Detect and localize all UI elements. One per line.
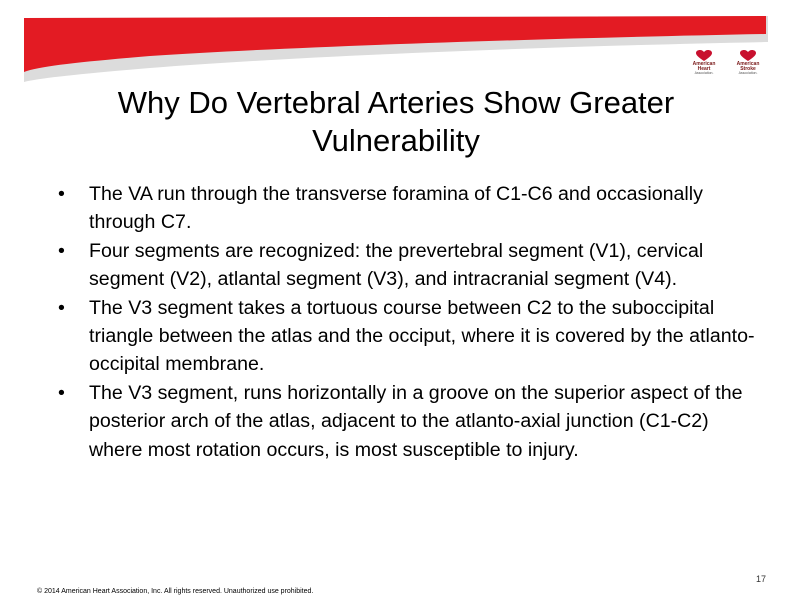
slide-title-line1: Why Do Vertebral Arteries Show Greater [117, 85, 675, 120]
slide-title [40, 84, 752, 160]
asa-logo-line1: American [736, 61, 760, 67]
bullet-marker: • [58, 239, 65, 262]
page-number: 17 [755, 574, 766, 584]
header-swoosh [0, 0, 792, 90]
bullet-item [58, 379, 758, 464]
bullet-list [58, 180, 758, 464]
aha-logo-line3: Association. [694, 71, 714, 75]
asa-logo [726, 50, 770, 76]
bullet-item [58, 237, 758, 294]
bullet-item [58, 294, 758, 379]
bullet-marker: • [58, 183, 65, 205]
bullet-text: The VA run through the transverse foramina of C1-C6 and occasionally through C7. [89, 183, 703, 234]
aha-logo-line1: American [692, 61, 716, 67]
copyright-footer: © 2014 American Heart Association, Inc. All rights reserved. Unauthorized use prohibited. [37, 588, 314, 595]
bullet-text: Four segments are recognized: the prevertebral segment (V1), cervical segment (V2), atlantal segment (V3), and intracranial segment (V4). [89, 239, 704, 291]
bullet-marker: • [58, 381, 65, 404]
bullet-item [58, 180, 758, 237]
aha-logo [682, 50, 726, 76]
bullet-marker: • [58, 296, 65, 319]
bullet-text: The V3 segment takes a tortuous course between C2 to the suboccipital triangle between the atlas and the occiput, where it is covered by the atlanto-occipital membrane. [89, 296, 755, 376]
bullet-text: The V3 segment, runs horizontally in a groove on the superior aspect of the posterior arch of the atlas, adjacent to the atlanto-axial junction (C1-C2) where most rotation occurs, is most susceptible to injury. [89, 381, 743, 461]
logos [682, 50, 772, 76]
aha-logo-line2: Heart [697, 66, 711, 72]
slide-title-line2: Vulnerability [312, 123, 480, 158]
asa-logo-line3: Association. [738, 71, 758, 75]
asa-logo-line2: Stroke [740, 66, 756, 72]
